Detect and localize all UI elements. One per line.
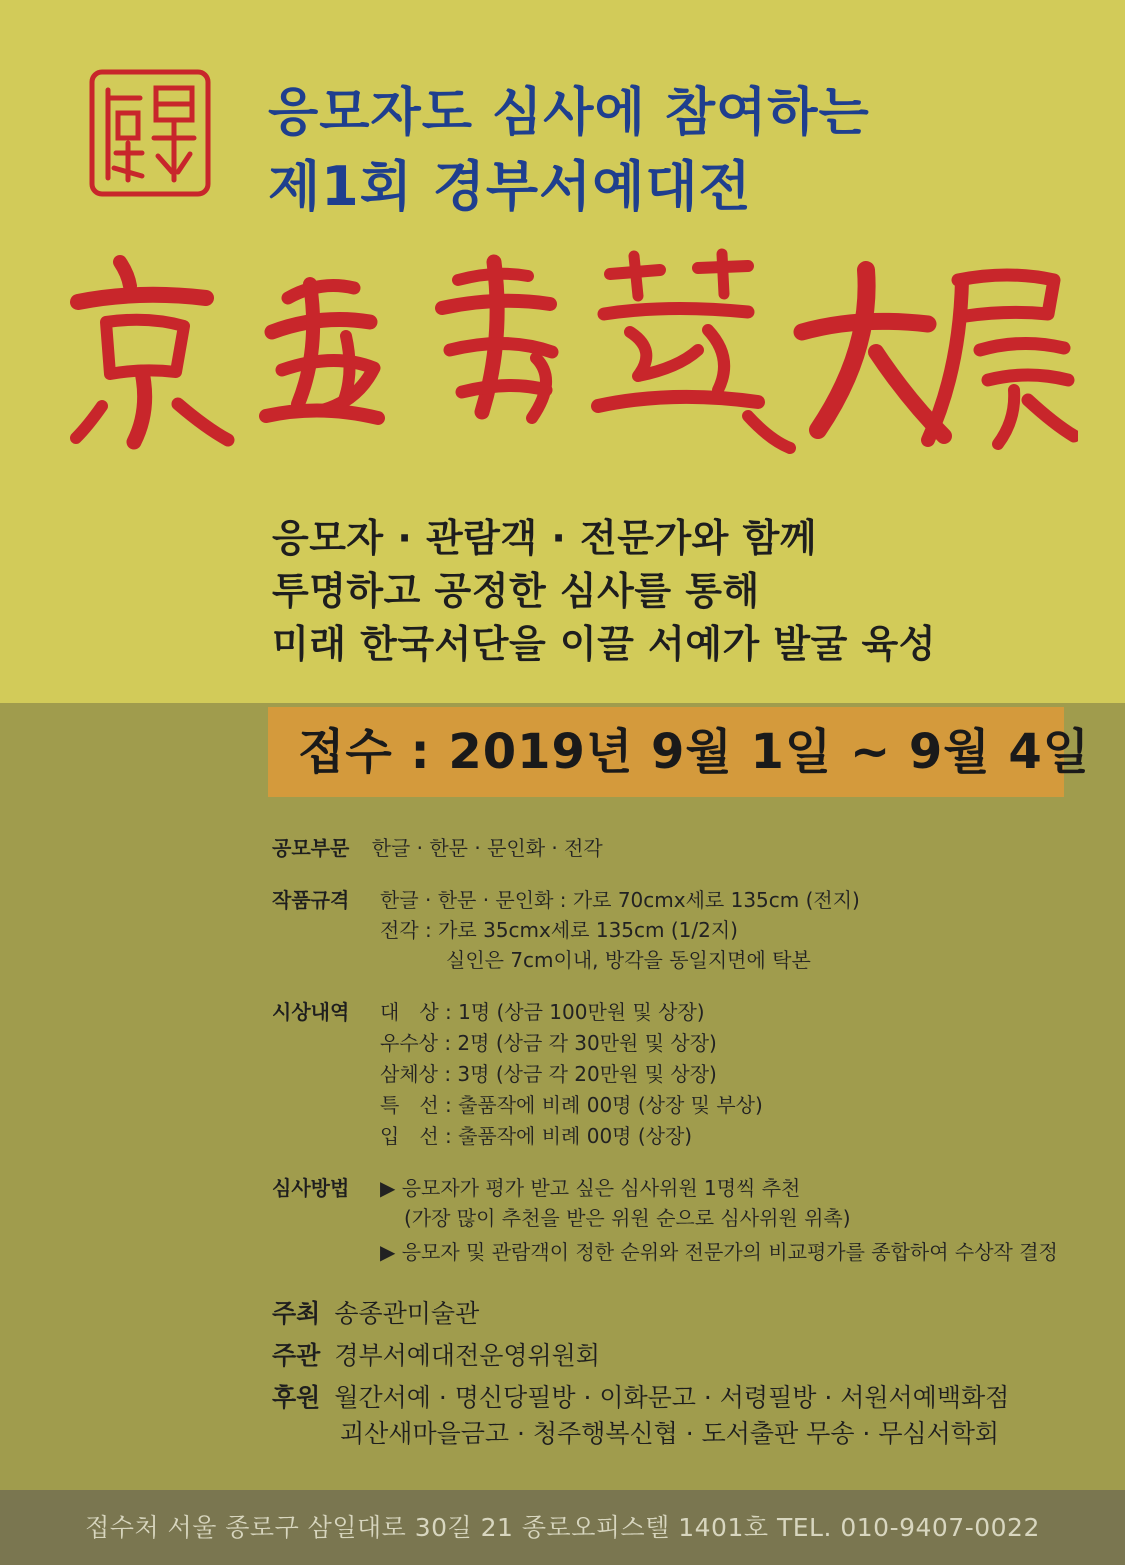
judging-line: ▶ 응모자가 평가 받고 싶은 심사위원 1명씩 추천 bbox=[380, 1176, 801, 1200]
detail-label: 작품규격 bbox=[272, 888, 350, 912]
detail-text: 한글 · 한문 · 문인화 · 전각 bbox=[371, 836, 603, 860]
calligraphy-title-art bbox=[58, 240, 1078, 460]
title-line-1: 응모자도 심사에 참여하는 bbox=[268, 83, 870, 143]
org-label: 주관 bbox=[272, 1341, 321, 1370]
slogan-line-1: 응모자 · 관람객 · 전문가와 함께 bbox=[272, 516, 818, 560]
award-line: 우수상 : 2명 (상금 각 30만원 및 상장) bbox=[380, 1031, 717, 1055]
judging-line: ▶ 응모자 및 관람객이 정한 순위와 전문가의 비교평가를 종합하여 수상작 결정 bbox=[380, 1240, 1058, 1264]
org-sponsor-line-2: 괴산새마을금고 · 청주행복신협 · 도서출판 무송 · 무심서학회 bbox=[340, 1419, 1000, 1448]
title-line-2: 제1회 경부서예대전 bbox=[268, 155, 752, 218]
award-line: 대 상 : 1명 (상금 100만원 및 상장) bbox=[380, 1000, 705, 1024]
seal-stamp-icon bbox=[88, 68, 212, 198]
detail-category bbox=[272, 832, 603, 861]
org-label: 후원 bbox=[272, 1383, 321, 1412]
award-line: 삼체상 : 3명 (상금 각 20만원 및 상장) bbox=[380, 1062, 717, 1086]
submission-period-banner: 접수 : 2019년 9월 1일 ~ 9월 4일 bbox=[268, 707, 1064, 797]
org-label: 주최 bbox=[272, 1299, 321, 1328]
detail-label: 심사방법 bbox=[272, 1176, 350, 1200]
detail-spec-label-row bbox=[272, 884, 349, 913]
slogan-line-2: 투명하고 공정한 심사를 통해 bbox=[272, 569, 760, 613]
spec-line: 한글 · 한문 · 문인화 : 가로 70cmx세로 135cm (전지) bbox=[380, 888, 860, 912]
org-text: 월간서예 · 명신당필방 · 이화문고 · 서령필방 · 서원서예백화점 bbox=[334, 1383, 1010, 1412]
footer-contact: 접수처 서울 종로구 삼일대로 30길 21 종로오피스텔 1401호 TEL. 010-9407-0022 bbox=[0, 1490, 1125, 1565]
org-host bbox=[272, 1294, 479, 1330]
org-text: 경부서예대전운영위원회 bbox=[334, 1341, 600, 1370]
detail-label: 시상내역 bbox=[272, 1000, 350, 1024]
org-sponsor bbox=[272, 1378, 1009, 1414]
spec-line: 실인은 7cm이내, 방각을 동일지면에 탁본 bbox=[446, 948, 811, 972]
award-line: 입 선 : 출품작에 비례 00명 (상장) bbox=[380, 1124, 693, 1148]
org-organizer bbox=[272, 1336, 600, 1372]
spec-line: 전각 : 가로 35cmx세로 135cm (1/2지) bbox=[380, 918, 738, 942]
detail-judging-label-row bbox=[272, 1172, 349, 1201]
slogan-line-3: 미래 한국서단을 이끌 서예가 발굴 육성 bbox=[272, 622, 936, 666]
judging-line: (가장 많이 추천을 받은 위원 순으로 심사위원 위촉) bbox=[404, 1206, 851, 1230]
award-line: 특 선 : 출품작에 비례 00명 (상장 및 부상) bbox=[380, 1093, 763, 1117]
org-text: 송종관미술관 bbox=[334, 1299, 480, 1328]
detail-awards-label-row bbox=[272, 996, 349, 1025]
detail-label: 공모부문 bbox=[272, 836, 350, 860]
